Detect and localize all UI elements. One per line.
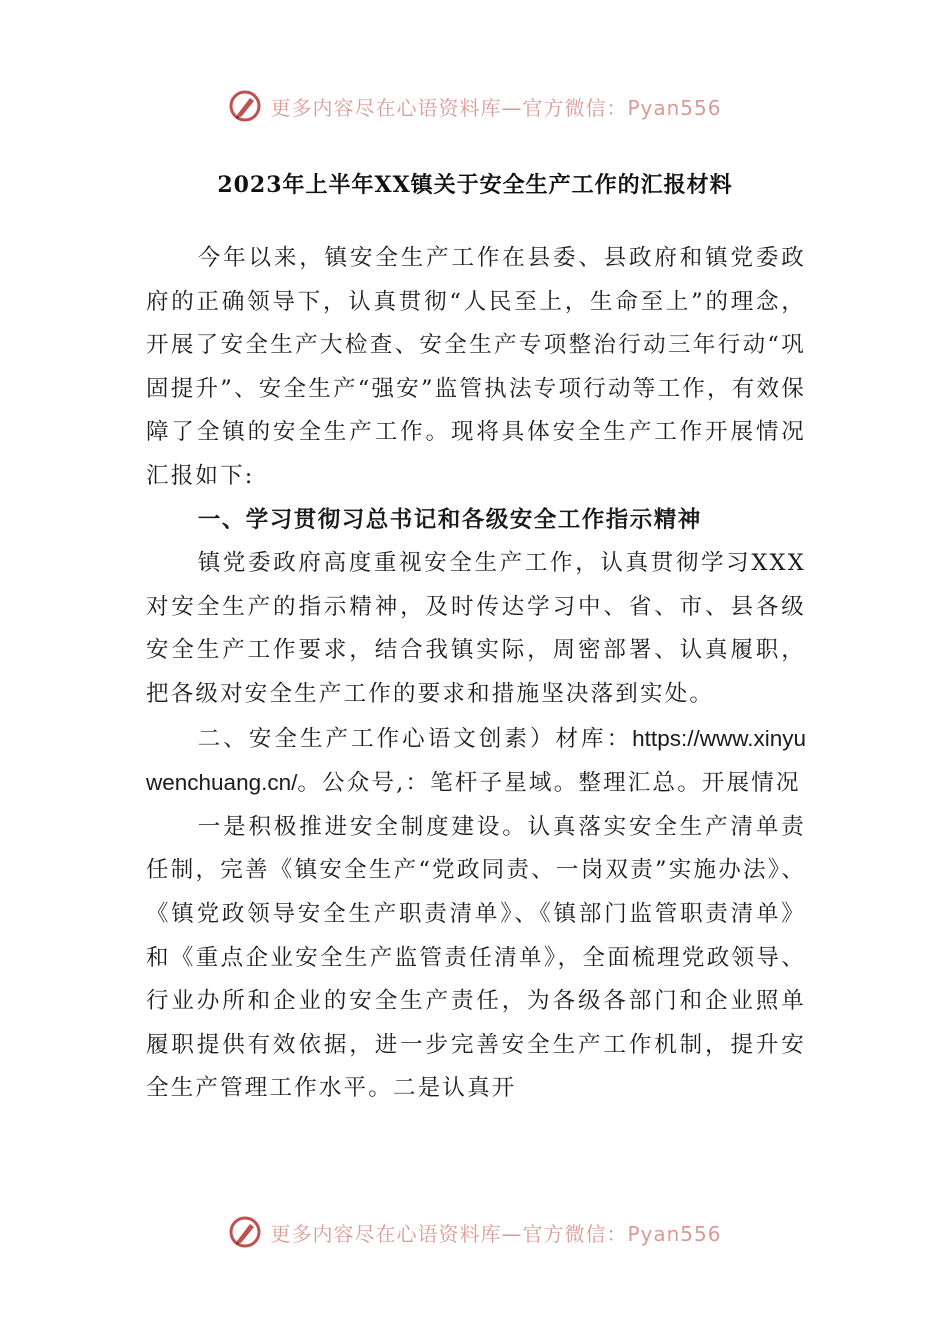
header-watermark	[0, 86, 950, 126]
watermark-text: 更多内容尽在心语资料库—官方微信：Pyan556	[270, 1221, 722, 1246]
section-1-heading: 一、学习贯彻习总书记和各级安全工作指示精神	[197, 506, 702, 533]
document-title: 2023年上半年XX镇关于安全生产工作的汇报材料	[217, 172, 733, 198]
pen-logo-icon	[228, 89, 262, 123]
source-url: https://www.xinyuwenchuang.cn/	[146, 725, 806, 796]
section-2-prefix: 二、安全生产工作心语文创素）材库：	[197, 725, 633, 752]
watermark-text: 更多内容尽在心语资料库—官方微信：Pyan556	[270, 95, 722, 120]
section-2-suffix: 。公众号,：笔杆子星域。整理汇总。开展情况	[297, 770, 801, 797]
section-2-heading	[146, 717, 806, 806]
intro-paragraph: 今年以来，镇安全生产工作在县委、县政府和镇党委政府的正确领导下，认真贯彻“人民至上，生命至上”的理念，开展了安全生产大检查、安全生产专项整治行动三年行动“巩固提升”、安全生产“强安”监管执法专项行动等工作，有效保障了全镇的安全生产工作。现将具体安全生产工作开展情况汇报如下:	[146, 245, 806, 489]
footer-watermark	[0, 1212, 950, 1252]
pen-logo-icon	[228, 1215, 262, 1249]
section-2-body: 一是积极推进安全制度建设。认真落实安全生产清单责任制，完善《镇安全生产“党政同责、一岗双责”实施办法》、《镇党政领导安全生产职责清单》、《镇部门监管职责清单》和《重点企业安全生产监管责任清单》，全面梳理党政领导、行业办所和企业的安全生产责任，为各级各部门和企业照单履职提供有效依据，进一步完善安全生产工作机制，提升安全生产管理工作水平。二是认真开	[146, 813, 806, 1102]
document-body	[146, 237, 806, 1111]
section-1-body: 镇党委政府高度重视安全生产工作，认真贯彻学习XXX对安全生产的指示精神，及时传达学习中、省、市、县各级安全生产工作要求，结合我镇实际，周密部署、认真履职，把各级对安全生产工作的要求和措施坚决落到实处。	[146, 550, 806, 707]
